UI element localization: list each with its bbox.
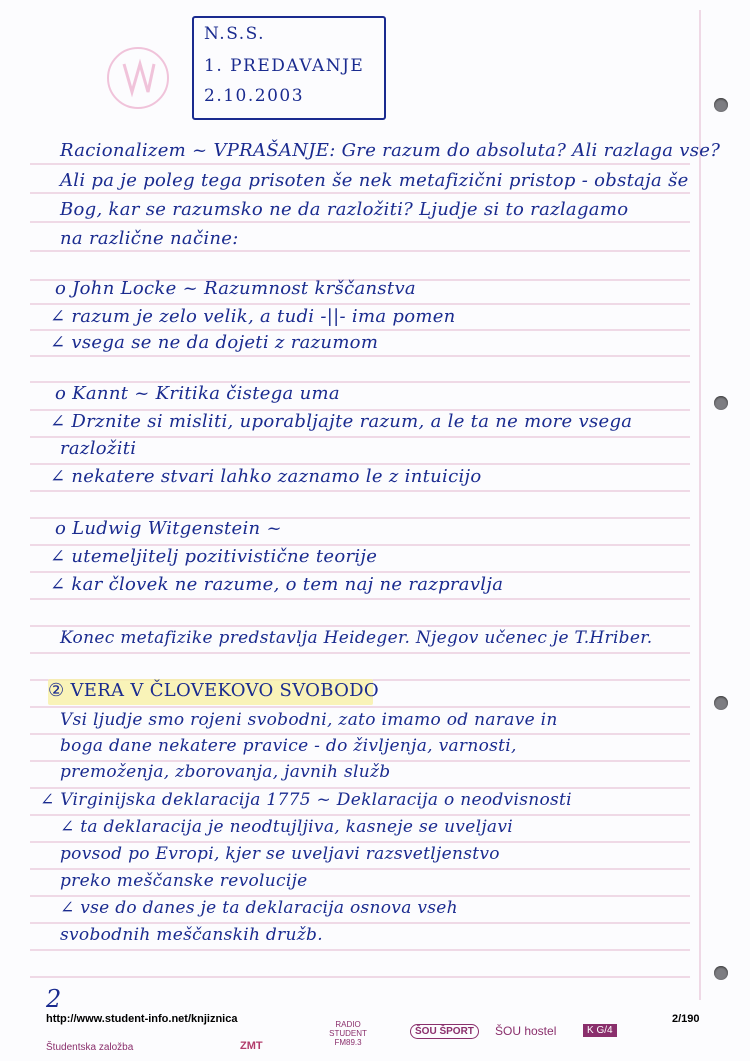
note-line: ∠ vsega se ne da dojeti z razumom	[50, 332, 379, 353]
university-stamp-logo	[100, 42, 176, 114]
note-line: o Kannt ~ Kritika čistega uma	[55, 383, 340, 404]
note-line: o John Locke ~ Razumnost krščanstva	[55, 278, 416, 299]
note-line: boga dane nekatere pravice - do življenja, varnosti,	[60, 736, 517, 756]
note-line: svobodnih meščanskih družb.	[60, 925, 323, 945]
note-line: Ali pa je poleg tega prisoten še nek metafizični pristop - obstaja še	[60, 170, 689, 191]
course-code: N.S.S.	[204, 24, 266, 44]
lecture-number: 1. PREDAVANJE	[204, 56, 365, 76]
punch-hole	[714, 396, 728, 410]
note-line: ∠ Virginijska deklaracija 1775 ~ Deklaracija o neodvisnosti	[40, 790, 572, 810]
note-line: Racionalizem ~ VPRAŠANJE: Gre razum do absoluta? Ali razlaga vse?	[60, 140, 721, 161]
note-line: ∠ kar človek ne razume, o tem naj ne razpravlja	[50, 574, 504, 595]
note-line: ∠ ta deklaracija je neodtujljiva, kasneje se uveljavi	[60, 817, 513, 837]
note-line: ∠ utemeljitelj pozitivistične teorije	[50, 546, 378, 567]
note-line: ∠ vse do danes je ta deklaracija osnova vseh	[60, 898, 458, 918]
note-line: premoženja, zborovanja, javnih služb	[60, 762, 391, 782]
lecture-date: 2.10.2003	[204, 86, 305, 106]
handwritten-page-number: 2	[46, 985, 62, 1013]
punch-hole	[714, 696, 728, 710]
note-line: ∠ nekatere stvari lahko zaznamo le z intuicijo	[50, 466, 482, 487]
note-line: preko meščanske revolucije	[60, 871, 308, 891]
footer-page-count: 2/190	[672, 1013, 700, 1025]
radio-student-logo: RADIO STUDENT FM89.3	[329, 1020, 367, 1047]
sou-hostel-logo: ŠOU hostel	[495, 1024, 557, 1038]
note-line: Konec metafizike predstavlja Heideger. Njegov učenec je T.Hriber.	[60, 628, 653, 648]
section-heading: ② VERA V ČLOVEKOVO SVOBODO	[48, 680, 379, 701]
note-line: ∠ razum je zelo velik, a tudi -||- ima pomen	[50, 306, 456, 327]
punch-hole	[714, 98, 728, 112]
kg4-logo: K G/4	[583, 1024, 617, 1037]
note-line: Vsi ljudje smo rojeni svobodni, zato imamo od narave in	[60, 710, 558, 730]
note-line: ∠ Drznite si misliti, uporabljajte razum, a le ta ne more vsega	[50, 411, 633, 432]
note-line: o Ludwig Witgenstein ~	[55, 518, 282, 539]
punch-hole	[714, 966, 728, 980]
sou-sport-logo: ŠOU ŠPORT	[410, 1024, 479, 1039]
zmt-logo: ZMT	[240, 1040, 263, 1052]
note-line: Bog, kar se razumsko ne da razložiti? Ljudje si to razlagamo	[60, 199, 629, 220]
note-line: povsod po Evropi, kjer se uveljavi razsvetljenstvo	[60, 844, 500, 864]
footer-url[interactable]: http://www.student-info.net/knjiznica	[46, 1013, 238, 1025]
publisher-logo: Študentska založba	[46, 1042, 134, 1053]
note-line: na različne načine:	[60, 228, 239, 249]
note-line: razložiti	[60, 438, 137, 459]
